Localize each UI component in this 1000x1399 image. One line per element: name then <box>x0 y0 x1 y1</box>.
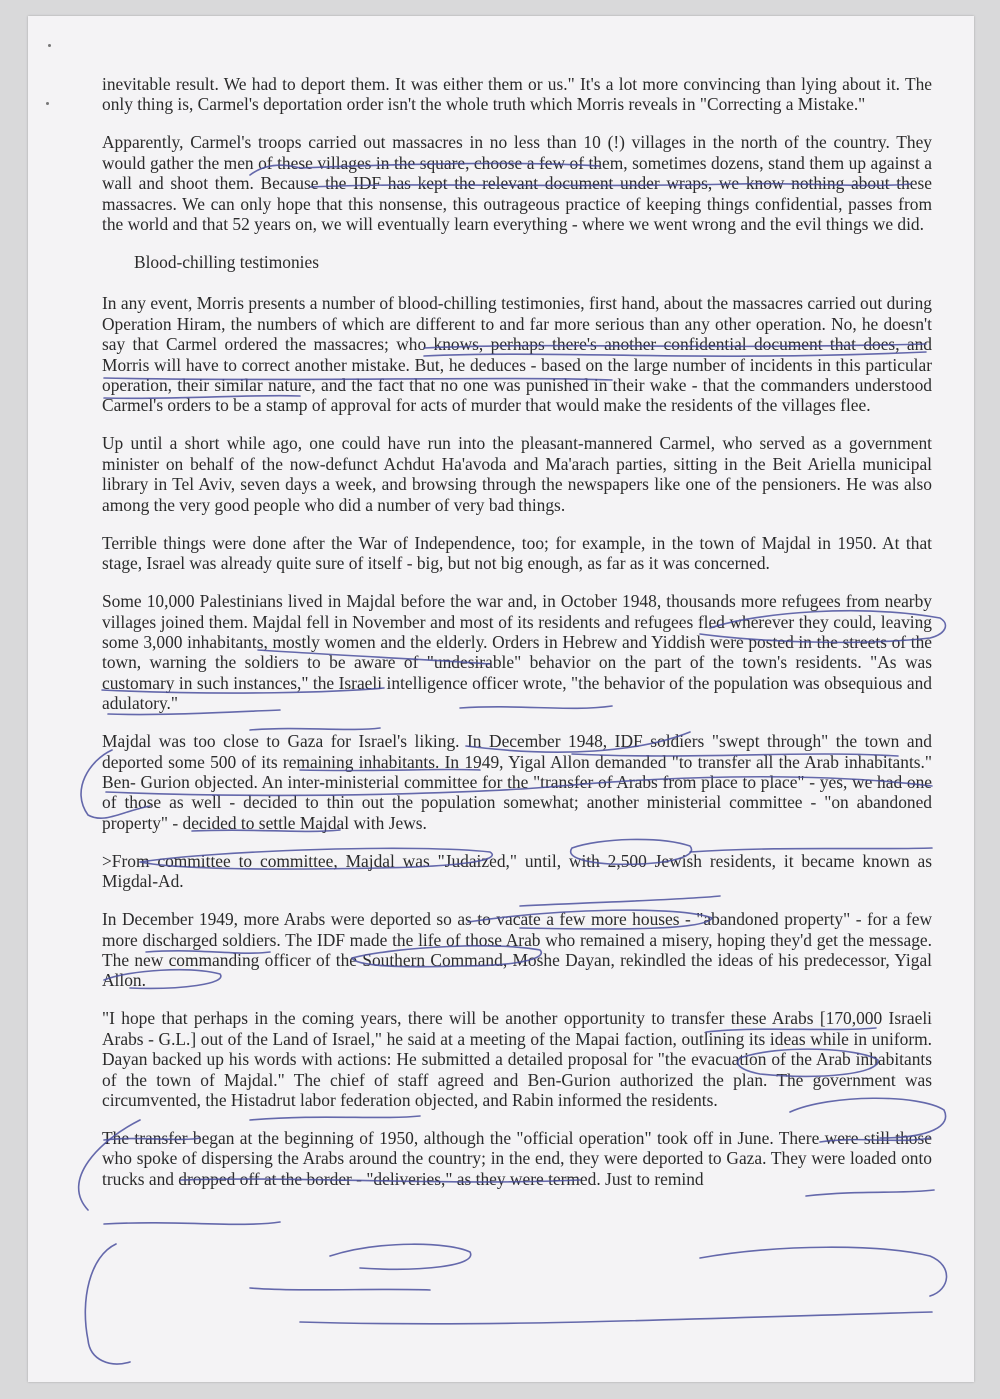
paragraph-10: "I hope that perhaps in the coming years, there will be another opportunity to transfer these Arabs [170,000 Israeli Arabs - G.L.] out of the Land of Israel," he said at a meeting of the Mapai faction, outlining its ideas while in uniform. Dayan backed up his words with actions: He submitted a detailed proposal for "the evacuation of the Arab inhabitants of the town of Majdal." The chief of staff agreed and Ben-Gurion authorized the plan. The government was circumvented, the Histadrut labor federation objected, and Rabin informed the residents. <box>102 1008 932 1110</box>
paragraph-1: inevitable result. We had to deport them. It was either them or us." It's a lot more convincing than lying about it. The only thing is, Carmel's deportation order isn't the whole truth which Morris reveals in "Correcting a Mistake." <box>102 74 932 115</box>
paper-speck <box>48 44 51 47</box>
paragraph-3: In any event, Morris presents a number of blood-chilling testimonies, first hand, about the massacres carried out during Operation Hiram, the numbers of which are different to and far more serious than any other operation. No, he doesn't say that Carmel ordered the massacres; who knows, perhaps there's another confidential document that does, and Morris will have to correct another mistake. But, he deduces - based on the large number of incidents in this particular operation, their similar nature, and the fact that no one was punished in their wake - that the commanders understood Carmel's orders to be a stamp of approval for acts of murder that would make the residents of the villages flee. <box>102 293 932 416</box>
paragraph-5: Terrible things were done after the War of Independence, too; for example, in the town of Majdal in 1950. At that stage, Israel was already quite sure of itself - big, but not big enough, as far as it was concerned. <box>102 532 932 574</box>
paper-speck <box>46 102 49 105</box>
section-heading: Blood-chilling testimonies <box>134 252 320 273</box>
paragraph-7: Majdal was too close to Gaza for Israel's liking. In December 1948, IDF soldiers "swept through" the town and deported some 500 of its remaining inhabitants. In 1949, Yigal Allon demanded "to transfer all the Arab inhabitants." Ben- Gurion objected. An inter-ministerial committee for the "transfer of Arabs from place to place" - yes, we had one of those as well - decided to thin out the population somewhat; another ministerial committee - "on abandoned property" - decided to settle Majdal with Jews. <box>102 731 932 833</box>
paragraph-9: In December 1949, more Arabs were deported so as to vacate a few more houses - "abandoned property" - for a few more discharged soldiers. The IDF made the life of those Arab who remained a misery, hoping they'd get the message. The new commanding officer of the Southern Command, Moshe Dayan, rekindled the ideas of his predecessor, Yigal Allon. <box>102 909 932 991</box>
paragraph-11: The transfer began at the beginning of 1950, although the "official operation" took off in June. There were still those who spoke of dispersing the Arabs around the country; in the end, they were deported to Gaza. They were loaded onto trucks and dropped off at the border - "deliveries," as they were termed. Just to remind <box>102 1128 932 1189</box>
document-body <box>102 74 932 1189</box>
paragraph-4: Up until a short while ago, one could have run into the pleasant-mannered Carmel, who served as a government minister on behalf of the now-defunct Achdut Ha'avoda and Ma'arach parties, sitting in the Beit Ariella municipal library in Tel Aviv, seven days a week, and browsing through the newspapers like one of the pensioners. He was also among the very good people who did a number of very bad things. <box>102 433 932 515</box>
paragraph-8: >From committee to committee, Majdal was "Judaized," until, with 2,500 Jewish residents, it became known as Migdal-Ad. <box>102 850 932 892</box>
paragraph-2: Apparently, Carmel's troops carried out massacres in no less than 10 (!) villages in the north of the country. They would gather the men of these villages in the square, choose a few of them, sometimes dozens, stand them up against a wall and shoot them. Because the IDF has kept the relevant document under wraps, we know nothing about these massacres. We can only hope that this nonsense, this outrageous practice of keeping things confidential, passes from the world and that 52 years on, we will eventually learn everything - where we went wrong and the evil things we did. <box>102 132 932 235</box>
paragraph-6: Some 10,000 Palestinians lived in Majdal before the war and, in October 1948, thousands more refugees from nearby villages joined them. Majdal fell in November and most of its residents and refugees fled wherever they could, leaving some 3,000 inhabitants, mostly women and the elderly. Orders in Hebrew and Yiddish were posted in the streets of the town, warning the soldiers to be aware of "undesirable" behavior on the part of the town's residents. "As was customary in such instances," the Israeli intelligence officer wrote, "the behavior of the population was obsequious and adulatory." <box>102 591 932 714</box>
